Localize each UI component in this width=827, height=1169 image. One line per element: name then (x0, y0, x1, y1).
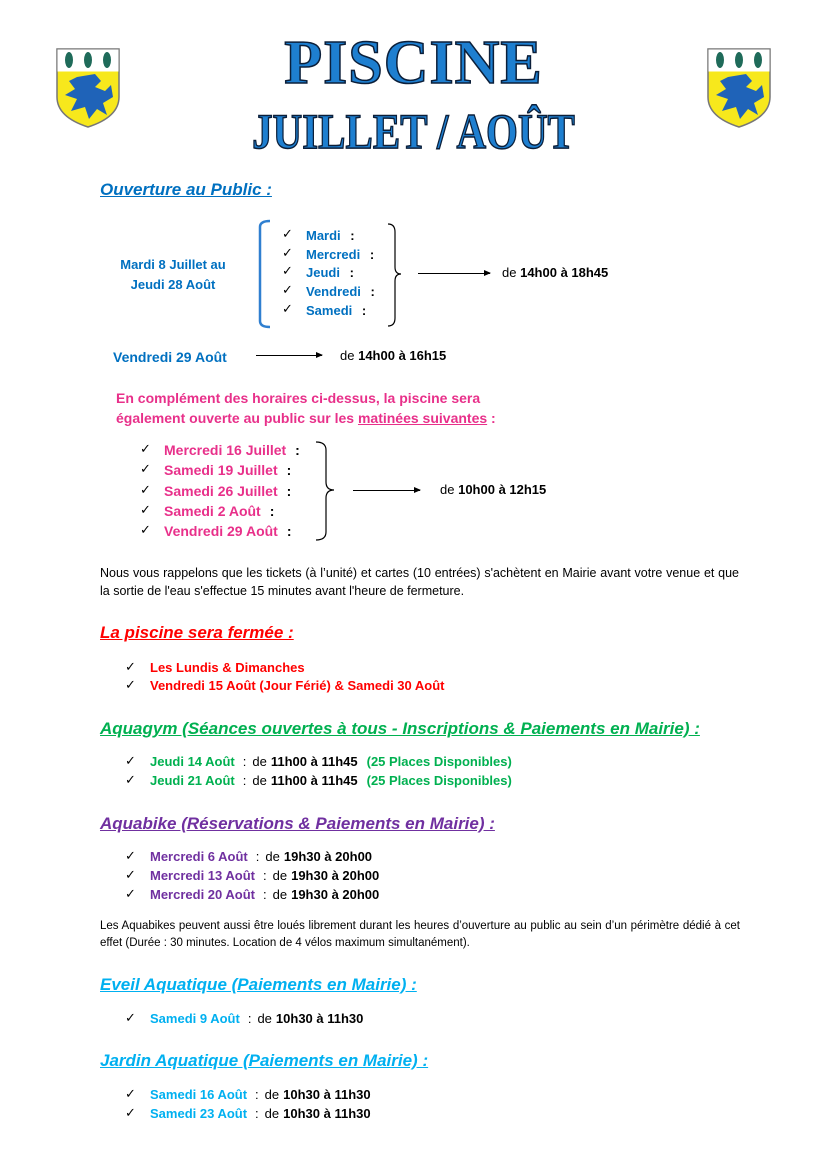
intro-colon: : (491, 410, 496, 426)
checkmark-icon: ✓ (125, 753, 136, 768)
date-label: Samedi 23 Août (150, 1106, 248, 1121)
list-item (150, 1011, 363, 1026)
arrow-icon (418, 273, 490, 274)
hours-value: 10h00 à 12h15 (458, 482, 547, 497)
checkmark-icon: ✓ (125, 677, 136, 692)
intro-line: En complément des horaires ci-dessus, la piscine sera (116, 390, 481, 406)
public-period (100, 255, 246, 295)
checkmark-icon: ✓ (282, 245, 293, 260)
day-label: Mardi (306, 228, 341, 243)
checkmark-icon: ✓ (125, 867, 136, 882)
public-opening-heading: Ouverture au Public : (100, 180, 272, 199)
eveil-heading: Eveil Aquatique (Paiements en Mairie) : (100, 975, 417, 994)
hours-prefix: de (272, 868, 288, 883)
checkmark-icon: ✓ (282, 263, 293, 278)
date-label: Samedi 9 Août (150, 1011, 240, 1026)
colon: : (255, 849, 260, 864)
hours-prefix: de (340, 348, 355, 363)
list-item (306, 284, 375, 299)
checkmark-icon: ✓ (282, 301, 293, 316)
hours-prefix: de (502, 265, 517, 280)
checkmark-icon: ✓ (140, 441, 151, 456)
checkmark-icon: ✓ (282, 226, 293, 241)
day-label: Vendredi (306, 284, 361, 299)
checkmark-icon: ✓ (140, 502, 151, 517)
right-brace (386, 222, 404, 328)
list-item (150, 1106, 371, 1121)
hours-value: 11h00 à 11h45 (270, 773, 358, 788)
date-label: Mercredi 16 Juillet (164, 442, 287, 458)
hours-prefix: de (257, 1011, 272, 1026)
list-item: Les Lundis & Dimanches (150, 660, 305, 675)
colon: : (286, 523, 292, 539)
checkmark-icon: ✓ (125, 1105, 136, 1120)
aquagym-heading: Aquagym (Séances ouvertes à tous - Inscriptions & Paiements en Mairie) : (100, 719, 700, 738)
hours-prefix: de (264, 1106, 280, 1121)
list-item (164, 483, 291, 499)
intro-underlined: matinées suivantes (357, 410, 488, 426)
colon: : (286, 462, 292, 478)
period-start: Mardi 8 Juillet au (120, 257, 226, 272)
intro-line (116, 408, 496, 428)
page-subtitle: JUILLET / AOÛT (252, 103, 575, 159)
hours-value: 14h00 à 16h15 (358, 348, 447, 363)
closed-heading: La piscine sera fermée : (100, 623, 294, 642)
day-label: Mercredi (306, 247, 361, 262)
hours-value: 10h30 à 11h30 (283, 1106, 371, 1121)
list-item (306, 228, 355, 243)
hours-prefix: de (264, 1087, 280, 1102)
checkmark-icon: ✓ (125, 848, 136, 863)
colon: : (350, 228, 355, 243)
hours-prefix: de (252, 754, 267, 769)
list-item (306, 247, 374, 262)
checkmark-icon: ✓ (140, 461, 151, 476)
hours-value: 19h30 à 20h00 (291, 868, 380, 883)
day-label: Samedi (306, 303, 353, 318)
colon: : (286, 483, 292, 499)
checkmark-icon: ✓ (125, 886, 136, 901)
colon: : (361, 303, 367, 318)
hours-value: 11h00 à 11h45 (270, 754, 358, 769)
colon: : (369, 247, 375, 262)
public-hours (502, 265, 608, 280)
list-item (164, 523, 292, 539)
day-label: Jeudi (306, 265, 340, 280)
mornings-hours (440, 482, 546, 497)
hours-value: 19h30 à 20h00 (283, 849, 373, 864)
date-label: Jeudi 14 Août (150, 754, 235, 769)
date-label: Samedi 2 Août (164, 503, 261, 519)
date-label: Samedi 26 Juillet (164, 483, 278, 499)
period-end: Jeudi 28 Août (130, 277, 216, 292)
colon: : (263, 887, 267, 902)
special-day: Vendredi 29 Août (113, 349, 227, 365)
date-label: Samedi 16 Août (150, 1087, 248, 1102)
hours-value: 10h30 à 11h30 (275, 1011, 364, 1026)
tickets-note: Nous vous rappelons que les tickets (à l’unité) et cartes (10 entrées) s'achètent en Mairie avant votre venue et que la sortie de l'eau s'effectue 15 minutes avant l'heure de fermeture. (100, 566, 739, 598)
colon: : (255, 1106, 259, 1121)
date-label: Mercredi 13 Août (150, 868, 255, 883)
right-brace (314, 440, 338, 542)
colon: : (349, 265, 354, 280)
arrow-icon (256, 355, 322, 356)
list-item (150, 1087, 371, 1102)
date-label: Mercredi 6 Août (150, 849, 248, 864)
date-label: Mercredi 20 Août (150, 887, 255, 902)
mornings-intro (116, 388, 496, 428)
checkmark-icon: ✓ (125, 1010, 136, 1025)
places-note: (25 Places Disponibles) (366, 754, 512, 769)
hours-prefix: de (440, 482, 455, 497)
hours-value: 19h30 à 20h00 (291, 887, 380, 902)
left-bracket (256, 219, 272, 329)
hours-value: 14h00 à 18h45 (520, 265, 609, 280)
list-item (164, 462, 291, 478)
hours-prefix: de (265, 849, 280, 864)
arrow-icon (353, 490, 420, 491)
date-label: Samedi 19 Juillet (164, 462, 278, 478)
hours-prefix: de (272, 887, 288, 902)
list-item (150, 849, 372, 864)
checkmark-icon: ✓ (282, 282, 293, 297)
list-item (164, 503, 274, 519)
colon: : (247, 1011, 252, 1026)
checkmark-icon: ✓ (125, 772, 136, 787)
colon: : (370, 284, 375, 299)
checkmark-icon: ✓ (125, 659, 136, 674)
list-item: Vendredi 15 Août (Jour Férié) & Samedi 30 Août (150, 678, 445, 693)
intro-text: également ouverte au public sur les (116, 410, 355, 426)
colon: : (255, 1087, 259, 1102)
list-item (306, 265, 354, 280)
hours-prefix: de (252, 773, 267, 788)
date-label: Jeudi 21 Août (150, 773, 235, 788)
list-item (150, 773, 512, 788)
list-item (150, 754, 512, 769)
list-item (164, 442, 300, 458)
list-item (150, 868, 379, 883)
checkmark-icon: ✓ (140, 522, 151, 537)
colon: : (295, 442, 300, 458)
colon: : (269, 503, 275, 519)
aquabike-heading: Aquabike (Réservations & Paiements en Mairie) : (100, 814, 495, 833)
hours-value: 10h30 à 11h30 (283, 1087, 371, 1102)
page-title: PISCINE (284, 29, 543, 97)
jardin-heading: Jardin Aquatique (Paiements en Mairie) : (100, 1051, 429, 1070)
date-label: Vendredi 29 Août (164, 523, 278, 539)
list-item (150, 887, 379, 902)
checkmark-icon: ✓ (140, 482, 151, 497)
aquabike-note: Les Aquabikes peuvent aussi être loués librement durant les heures d’ouverture au public au sein d’un périmètre dédié à cet effet (Durée : 30 minutes. Location de 4 vélos maximum simultanément). (100, 920, 740, 949)
special-hours (340, 348, 446, 363)
checkmark-icon: ✓ (125, 1086, 136, 1101)
places-note: (25 Places Disponibles) (366, 773, 512, 788)
colon: : (242, 773, 247, 788)
colon: : (263, 868, 267, 883)
colon: : (242, 754, 247, 769)
list-item (306, 303, 366, 318)
